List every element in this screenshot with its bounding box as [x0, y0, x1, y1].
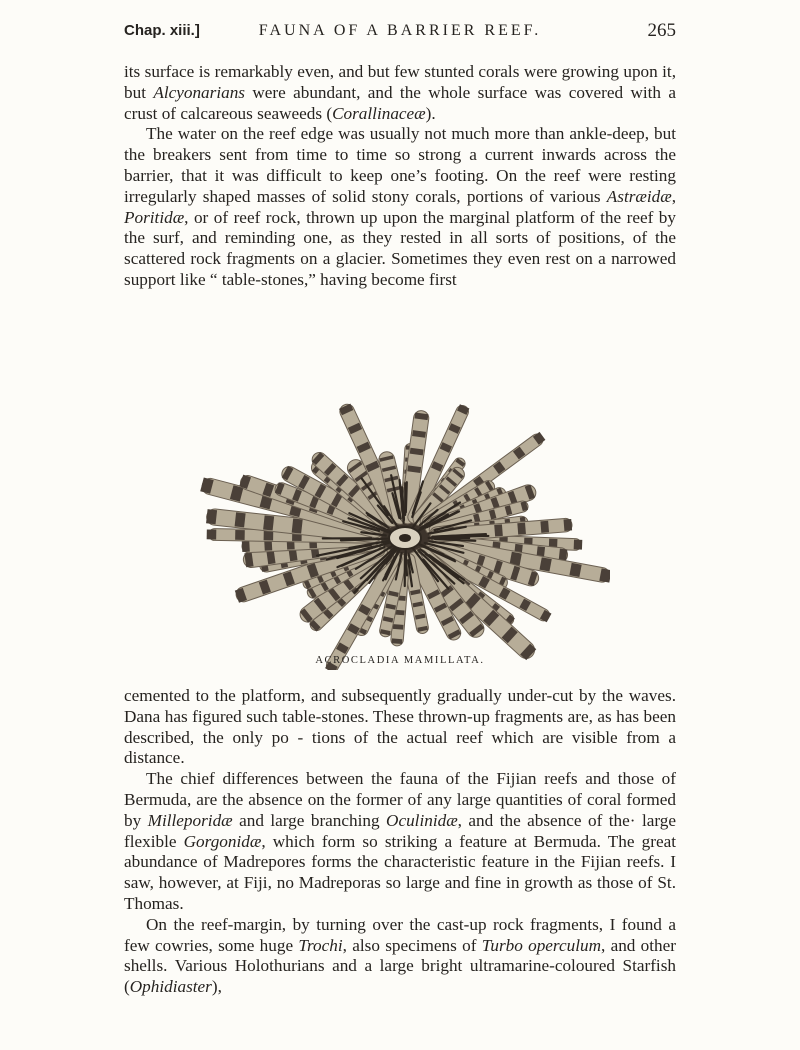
chapter-label: Chap. xiii.] — [124, 22, 200, 39]
paragraph: The water on the reef edge was usually not much more than ankle-deep, but the breakers sent from time to time so strong a current inwards across the barrier, that it was difficult to keep one’s footing. On the reef were resting irregularly shaped masses of solid stony corals, portions of various Astræidæ, Poritidæ, or of reef rock, thrown up upon the marginal platform of the reef by the surf, and reminding one, as they rested in all sorts of positions, of the scattered rock fragments on a glacier. Sometimes they even rest on a narrowed support like “ table-stones,” having become first — [124, 124, 676, 289]
text-block-bottom — [124, 686, 676, 998]
urchin-drawing — [200, 370, 610, 670]
paragraph: its surface is remarkably even, and but few stunted corals were growing upon it, but Alcyonarians were abundant, and the whole surface was covered with a crust of calcareous seaweeds (Corallinaceæ). — [124, 62, 676, 123]
text-block-top — [124, 62, 676, 291]
sea-urchin-illustration — [200, 370, 610, 670]
paragraph: cemented to the platform, and subsequently gradually under-cut by the waves. Dana has figured such table-stones. These thrown-up fragments are, as has been described, the only po - tions of the actual reef which are visible from a distance. — [124, 686, 676, 768]
running-header — [124, 20, 676, 44]
paragraph: On the reef-margin, by turning over the cast-up rock fragments, I found a few cowries, some huge Trochi, also specimens of Turbo operculum, and other shells. Various Holothurians and a large bright ultramarine-coloured Starfish (Ophidiaster), — [124, 914, 677, 997]
figure-caption: ACROCLADIA MAMILLATA. — [315, 655, 485, 666]
page-number: 265 — [647, 20, 676, 41]
paragraph: The chief differences between the fauna of the Fijian reefs and those of Bermuda, are the absence on the former of any large quantities of coral formed by Milleporidæ and large branching Oculinidæ, and the absence of the· large flexible Gorgonidæ, which form so striking a feature at Bermuda. The great abundance of Madrepores forms the characteristic feature in the Fijian reefs. I saw, however, at Fiji, no Madreporas so large and fine in growth as those of St. Thomas. — [124, 769, 676, 913]
running-title: FAUNA OF A BARRIER REEF. — [258, 22, 542, 39]
